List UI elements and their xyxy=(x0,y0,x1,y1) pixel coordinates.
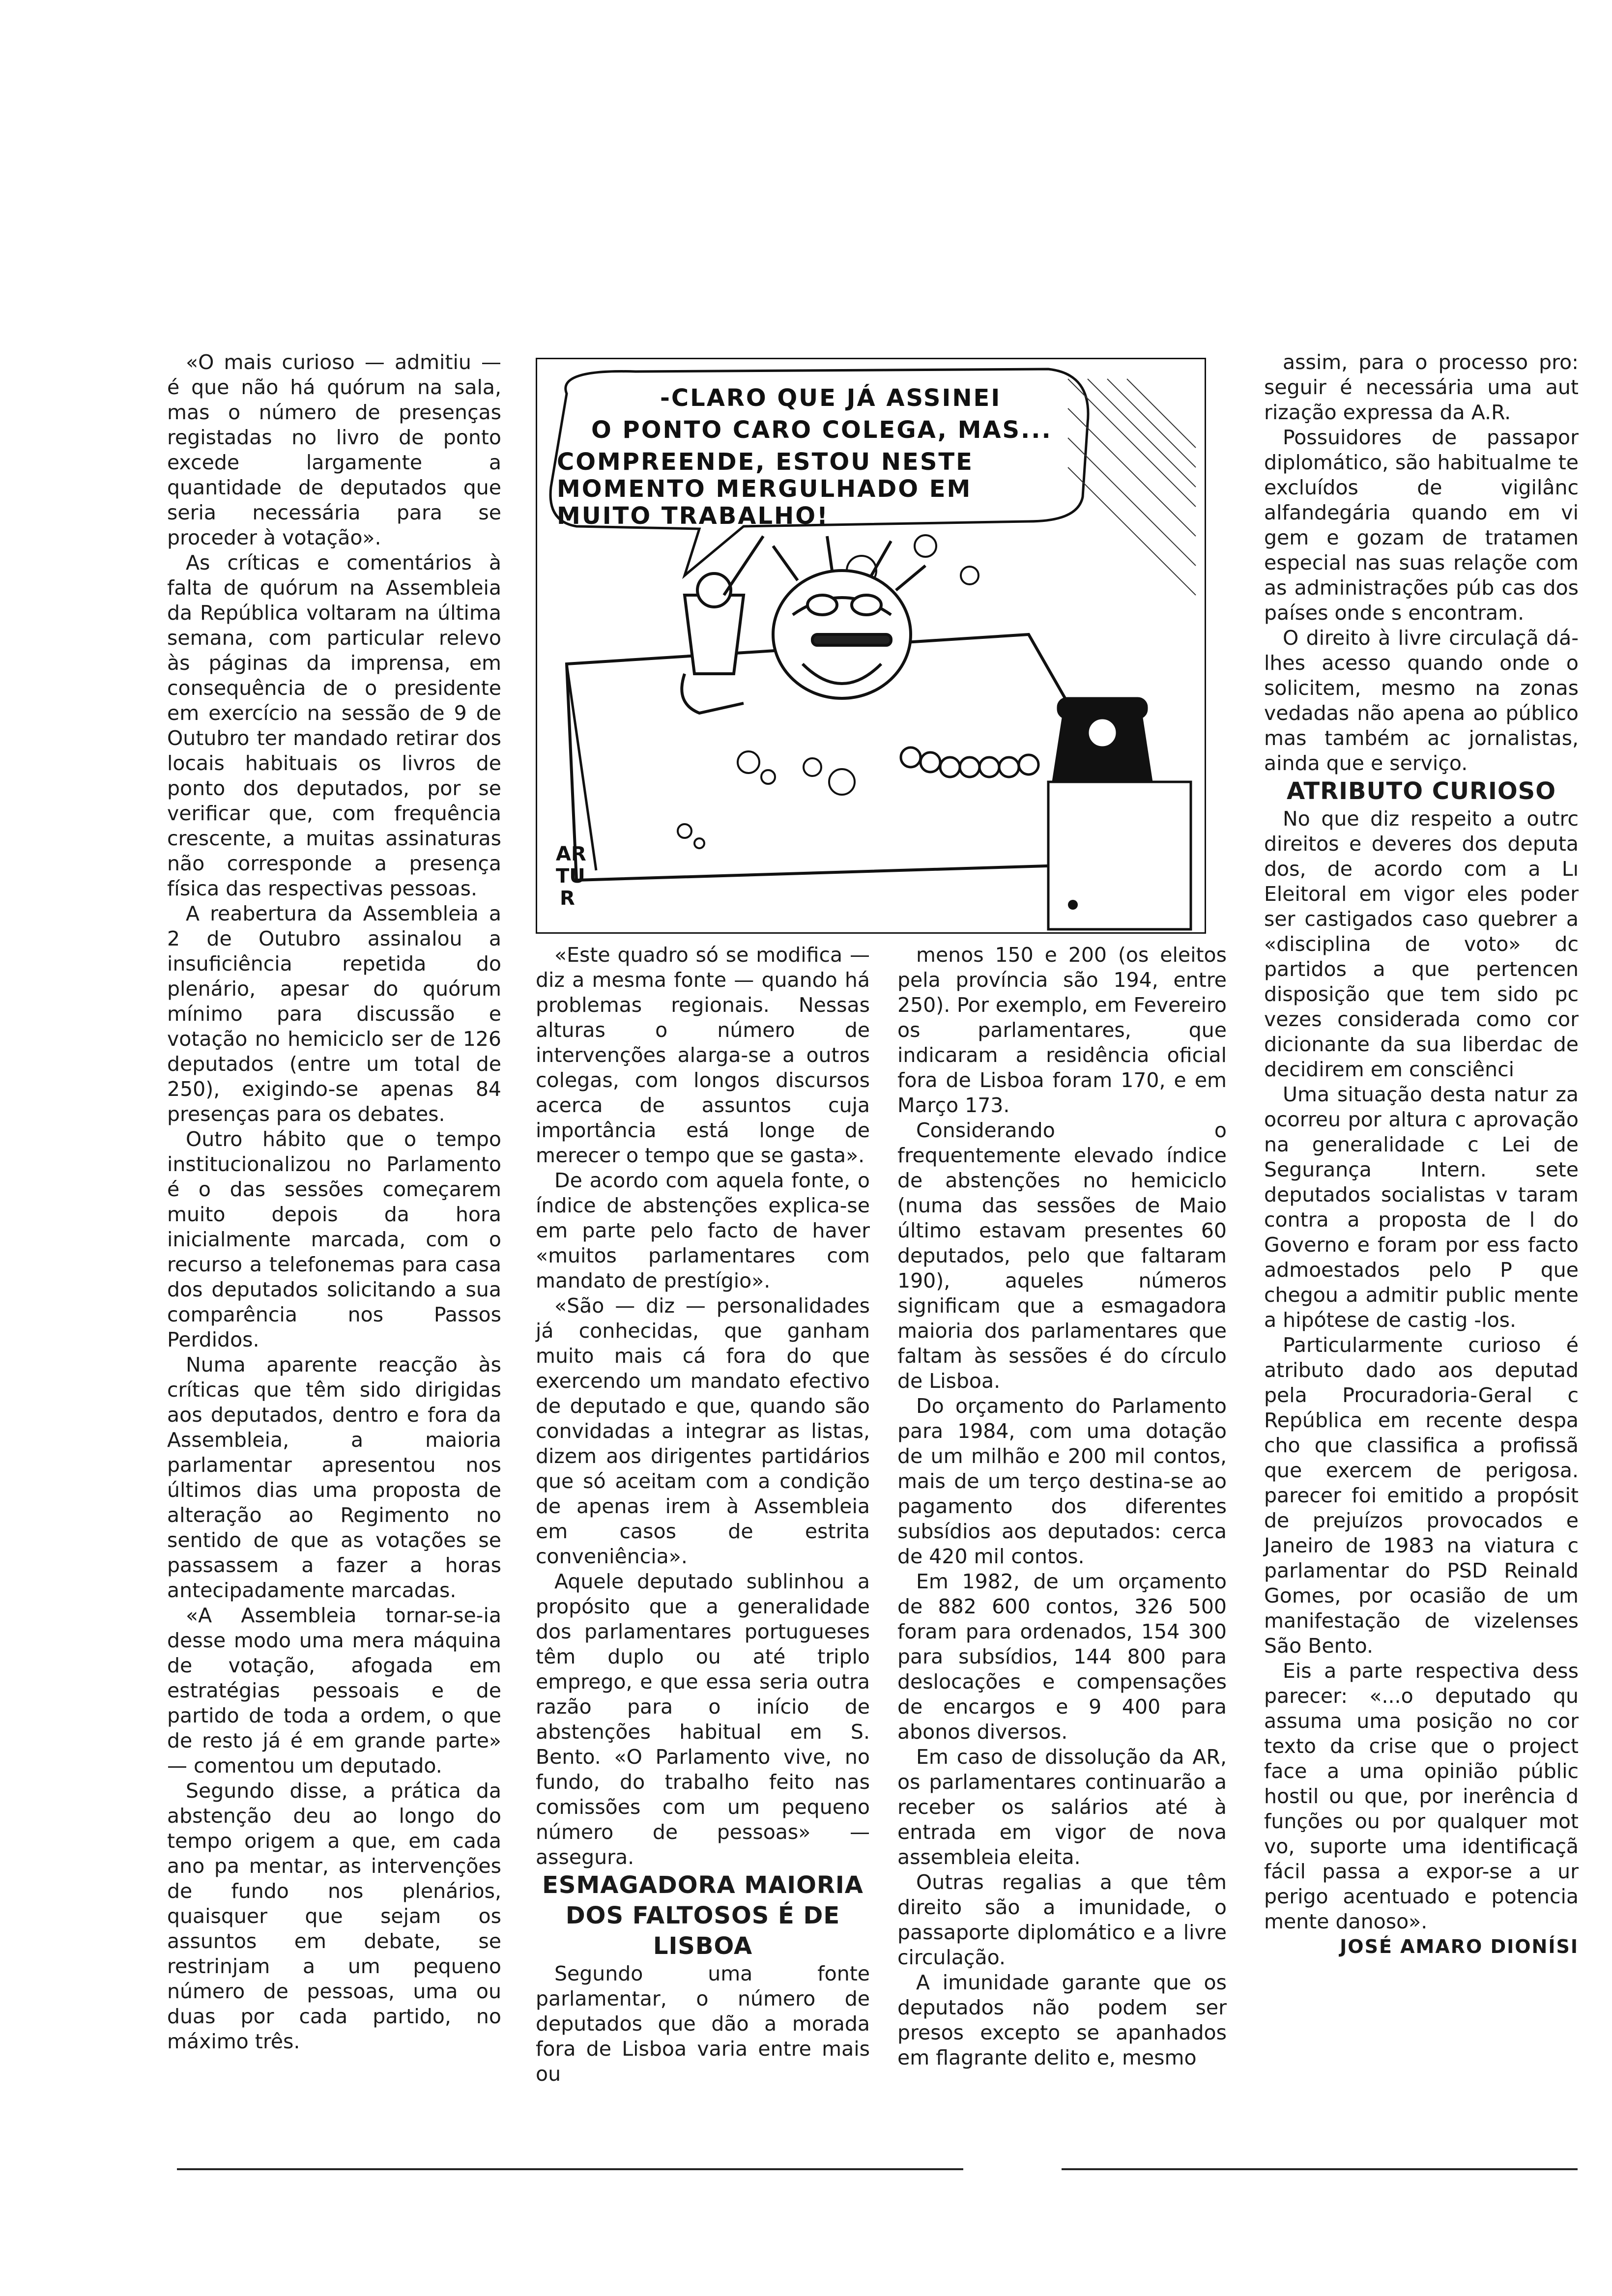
paragraph: «Este quadro só se modifica — diz a mesma fonte — quando há problemas regionais. Nessas alturas o número de intervenções alarga-se a outros colegas, com longos discursos acerca de assuntos cuja importância está longe de merecer o tempo que se gasta». xyxy=(536,943,870,1167)
col3-paragraphs xyxy=(897,943,1227,2070)
col2-after-heading: Segundo uma fonte parlamentar, o número de deputados que dão a morada fora de Lisboa varia entre mais ou xyxy=(536,1962,870,2086)
paragraph: Uma situação desta natur za ocorreu por altura c aprovação na generalidade c Lei de Segurança Intern. sete deputados socialistas v taram contra a proposta de l do Governo e foram por ess facto admoestados pelo P que chegou a admitir public mente a hipótese de castig -los. xyxy=(1264,1083,1579,1332)
paragraph: «A Assembleia tornar-se-ia desse modo uma mera máquina de votação, afogada em estratégias pessoais e de partido de toda a ordem, o que de resto já é em grande parte» — comentou um deputado. xyxy=(167,1604,501,1778)
paragraph: Do orçamento do Parlamento para 1984, com uma dotação de um milhão e 200 mil contos, mais de um terço destina-se ao pagamento dos diferentes subsídios aos deputados: cerca de 420 mil contos. xyxy=(897,1394,1227,1568)
bottom-rule-left xyxy=(177,2168,963,2170)
paragraph: Numa aparente reacção às críticas que têm sido dirigidas aos deputados, dentro e fora da Assembleia, a maioria parlamentar apresentou nos últimos dias uma proposta de alteração ao Regimento no sentido de que as votações se passassem a fazer a horas antecipadamente marcadas. xyxy=(167,1353,501,1602)
artist-signature-line-3: R xyxy=(560,887,575,910)
artist-signature-line-1: AR xyxy=(556,843,586,865)
paragraph: «São — diz — personalidades já conhecidas, que ganham muito mais cá fora do que exercendo um mandato efectivo de deputado e que, quando são convidadas a integrar as listas, dizem aos dirigentes partidários que só aceitam com a condição de apenas irem à Assembleia em casos de estrita conveniência». xyxy=(536,1294,870,1568)
paragraph: «O mais curioso — admitiu — é que não há quórum na sala, mas o número de presenças registadas no livro de ponto excede largamente a quantidade de deputados que seria necessária para se proceder à votação». xyxy=(167,350,501,549)
paragraph: Aquele deputado sublinhou a propósito que a generalidade dos parlamentares portugueses têm duplo ou até triplo emprego, e que essa seria outra razão para o início de abstenções habitual em S. Bento. «O Parlamento vive, no fundo, do trabalho feito nas comissões com um pequeno número de pessoas» — assegura. xyxy=(536,1570,870,1869)
paragraph: Outras regalias a que têm direito são a imunidade, o passaporte diplomático e a livre circulação. xyxy=(897,1870,1227,1969)
bottom-rule-right xyxy=(1062,2168,1578,2170)
article-column-2 xyxy=(536,943,870,2087)
artist-signature-line-2: TU xyxy=(556,865,585,888)
paragraph: A reabertura da Assembleia a 2 de Outubro assinalou a insuficiência repetida do plenário, apesar do quórum mínimo para discussão e votação no hemiciclo ser de 126 deputados (entre um total de 250), exigindo-se apenas 84 presenças para os debates. xyxy=(167,902,501,1126)
paragraph: Em 1982, de um orçamento de 882 600 contos, 326 500 foram para ordenados, 154 300 para subsídios, 144 800 para deslocações e compensações de encargos e 9 400 para abonos diversos. xyxy=(897,1570,1227,1744)
cartoon xyxy=(536,358,1206,934)
paragraph: A imunidade garante que os deputados não podem ser presos excepto se apanhados em flagrante delito e, mesmo xyxy=(897,1971,1227,2069)
article-column-4 xyxy=(1264,350,1579,1959)
speech-line-3: COMPREENDE, ESTOU NESTE xyxy=(557,448,974,476)
speech-line-5: MUITO TRABALHO! xyxy=(557,502,829,530)
paragraph: No que diz respeito a outrc direitos e deveres dos deputa dos, de acordo com a Lı Eleitoral em vigor eles poder ser castigados caso quebrer a «disciplina de voto» dc partidos a que pertencen disposição que tem sido pc vezes considerada como cor dicionante da sua liberdac de decidirem em consciênci xyxy=(1264,807,1579,1081)
article-column-1 xyxy=(167,350,501,2054)
col1-paragraphs xyxy=(167,350,501,2054)
paragraph: Considerando o frequentemente elevado índice de abstenções no hemiciclo (numa das sessões de Maio último estavam presentes 60 deputados, pelo que faltaram 190), aqueles números significam que a esmagadora maioria dos parlamentares que faltam às sessões é do círculo de Lisboa. xyxy=(897,1119,1227,1393)
paragraph: O direito à livre circulaçã dá-lhes acesso quando onde o solicitem, mesmo na zonas vedadas não apena ao público mas também ac jornalistas, ainda que e serviço. xyxy=(1264,626,1579,775)
section-heading-atributo: ATRIBUTO CURIOSO xyxy=(1286,777,1556,805)
paragraph: Particularmente curioso é atributo dado aos deputad pela Procuradoria-Geral c República em recente despa cho que classifica a profissã que exercem de perigosa. parecer foi emitido a propósit de prejuízos provocados e Janeiro de 1983 na viatura c parlamentar do PSD Reinald Gomes, por ocasião de um manifestação de vizelenses São Bento. xyxy=(1264,1333,1579,1658)
paragraph: menos 150 e 200 (os eleitos pela província são 194, entre 250). Por exemplo, em Fevereiro os parlamentares, que indicaram a residência oficial fora de Lisboa foram 170, e em Março 173. xyxy=(897,943,1227,1117)
paragraph: assim, para o processo pro: seguir é necessária uma aut rização expressa da A.R. xyxy=(1264,350,1579,424)
col4-paragraphs-top xyxy=(1264,350,1579,776)
paragraph: Outro hábito que o tempo institucionalizou no Parlamento é o das sessões começarem muito depois da hora inicialmente marcada, com o recurso a telefonemas para casa dos deputados solicitando a sua comparência nos Passos Perdidos. xyxy=(167,1127,501,1351)
paragraph: As críticas e comentários à falta de quórum na Assembleia da República voltaram na última semana, com particular relevo às páginas da imprensa, em consequência de o presidente em exercício na sessão de 9 de Outubro ter mandado retirar dos locais habituais os livros de ponto dos deputados, por se verificar que, com frequência crescente, a muitas assinaturas não corresponde a presença física das respectivas pessoas. xyxy=(167,551,501,900)
speech-line-4: MOMENTO MERGULHADO EM xyxy=(557,475,972,503)
paragraph: Segundo disse, a prática da abstenção deu ao longo do tempo origem a que, em cada ano pa mentar, as intervenções de fundo nos plenários, quaisquer que sejam os assuntos em debate, se restrinjam a um pequeno número de pessoas, uma ou duas por cada partido, no máximo três. xyxy=(167,1779,501,2053)
paragraph: Em caso de dissolução da AR, os parlamentares continuarão a receber os salários até à entrada em vigor de nova assembleia eleita. xyxy=(897,1745,1227,1869)
col4-paragraphs-bottom xyxy=(1264,806,1579,1934)
paragraph: Eis a parte respectiva dess parecer: «...o deputado qu assuma uma posição no cor texto da crise que o project face a uma opinião públic hostil ou que, por inerência d funções ou por qualquer mot vo, suporte uma identificaçã fácil passa a expor-se a ur perigo acentuado e potencia mente danoso». xyxy=(1264,1659,1579,1933)
article-column-3 xyxy=(897,943,1227,2070)
paragraph: De acordo com aquela fonte, o índice de abstenções explica-se em parte pelo facto de haver «muitos parlamentares com mandato de prestígio». xyxy=(536,1169,870,1292)
section-heading-esmagadora: ESMAGADORA MAIORIA DOS FALTOSOS É DE LISBOA xyxy=(542,1871,864,1960)
cartoon-drawing xyxy=(537,359,1205,932)
author-signature: JOSÉ AMARO DIONÍSI xyxy=(1340,1936,1579,1957)
speech-line-2: O PONTO CARO COLEGA, MAS... xyxy=(591,416,1052,444)
telephone-icon xyxy=(1053,698,1151,782)
col2-paragraphs xyxy=(536,943,870,1870)
speech-line-1: -CLARO QUE JÁ ASSINEI xyxy=(660,384,1002,412)
paragraph: Possuidores de passapor diplomático, são habitualme te excluídos de vigilânc alfandegária quando em vi gem e gozam de tratamen especial nas suas relaçõe com as administrações púb cas dos países onde s encontram. xyxy=(1264,426,1579,625)
